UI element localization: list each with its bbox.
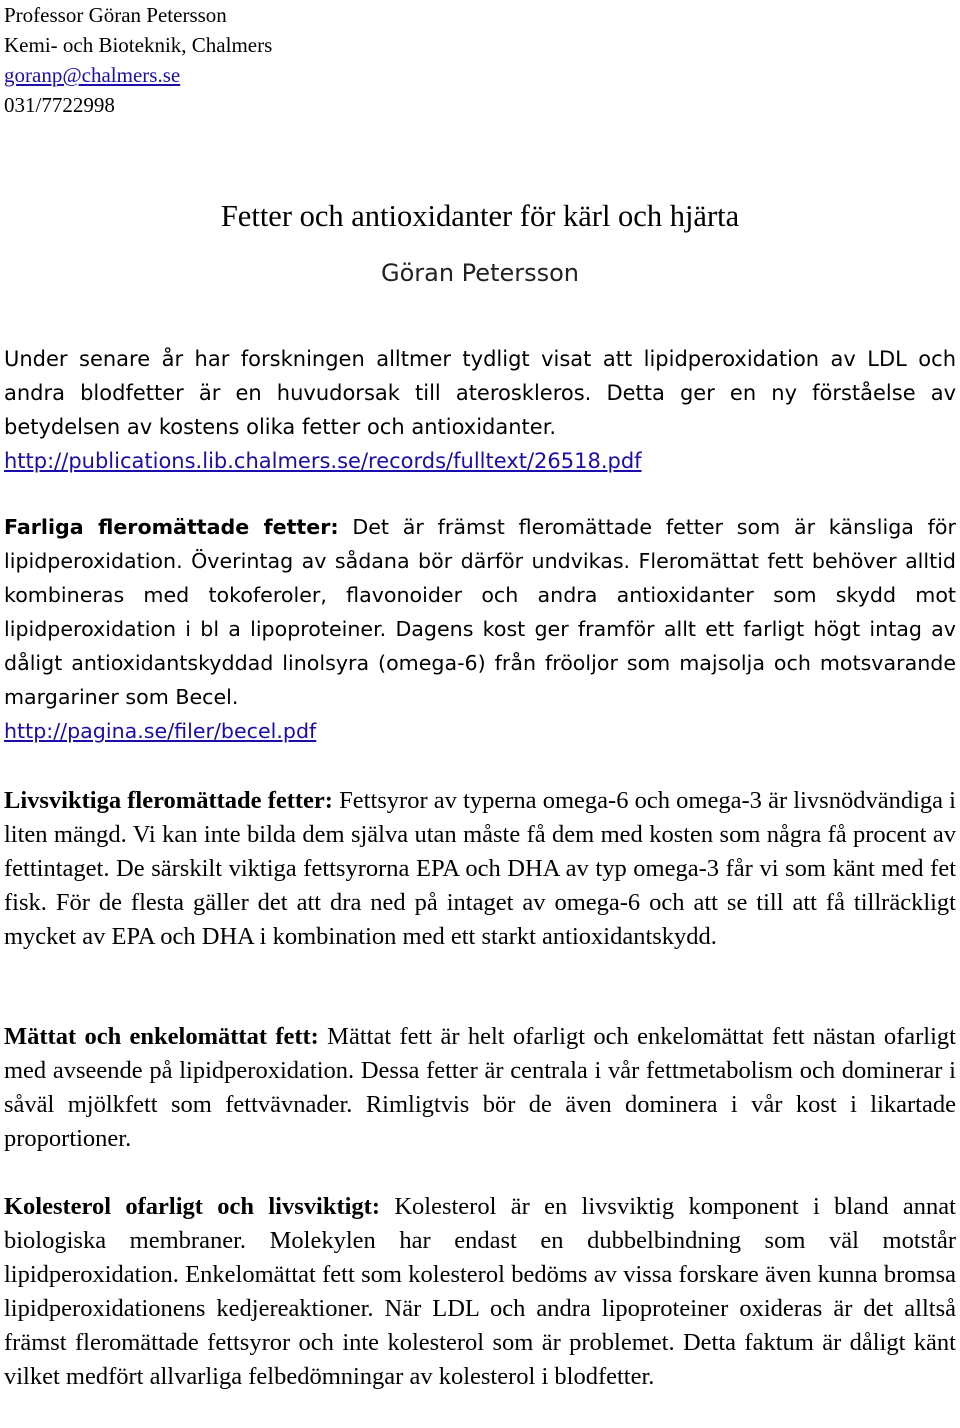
document-author: Göran Petersson <box>380 259 580 287</box>
section-heading: Livsviktiga fleromättade fetter: <box>4 787 333 814</box>
section-heading: Mättat och enkelomättat fett: <box>4 1023 319 1050</box>
header-phone: 031/7722998 <box>4 93 115 117</box>
section-heading: Farliga fleromättade fetter: <box>4 515 339 539</box>
section-text: Kolesterol är en livsviktig komponent i bland annat biologiska membraner. Molekylen har endast en dubbelbindning som väl motstår lipidperoxidation. Enkelomättat fett som kolesterol bedöms av vissa forskare även kunna bromsa lipidperoxidationens kedjereaktioner. När LDL och andra lipoproteiner oxideras är det alltså främst fleromättade fettsyror och inte kolesterol som är problemet. Detta faktum är dåligt känt vilket medfört allvarliga felbedömningar av kolesterol i blodfetter. <box>4 1193 956 1390</box>
section-essential-fats <box>4 784 956 954</box>
intro-link[interactable]: http://publications.lib.chalmers.se/records/fulltext/26518.pdf <box>4 449 642 473</box>
section-text: Fettsyror av typerna omega-6 och omega-3 är livsnödvändiga i liten mängd. Vi kan inte bilda dem själva utan måste få dem med kosten som några få procent av fettintaget. De särskilt viktiga fettsyrorna EPA och DHA av typ omega-3 får vi som känt med fet fisk. För de flesta gäller det att dra ned på intaget av omega-6 och att se till att få tillräckligt mycket av EPA och DHA i kombination med ett starkt antioxidantskydd. <box>4 787 956 950</box>
becel-link[interactable]: http://pagina.se/filer/becel.pdf <box>4 719 317 743</box>
header-department: Kemi- och Bioteknik, Chalmers <box>4 33 273 57</box>
header-email-link[interactable]: goranp@chalmers.se <box>4 63 181 87</box>
header-name: Professor Göran Petersson <box>4 3 227 27</box>
section-polyunsaturated-danger <box>4 510 956 748</box>
document-title: Fetter och antioxidanter för kärl och hjärta <box>220 199 740 233</box>
intro-paragraph <box>4 342 956 478</box>
author-header <box>4 0 956 120</box>
section-text: Det är främst fleromättade fetter som är känsliga för lipidperoxidation. Överintag av sådana bör därför undvikas. Fleromättat fett behöver alltid kombineras med tokoferoler, flavonoider och andra antioxidanter som skydd mot lipidperoxidation i bl a lipoproteiner. Dagens kost ger framför allt ett farligt högt intag av dåligt antioxidantskyddad linolsyra (omega-6) från fröoljor som majsolja och motsvarande margariner som Becel. <box>4 515 956 709</box>
intro-text: Under senare år har forskningen alltmer tydligt visat att lipidperoxidation av LDL och andra blodfetter är en huvudorsak till ateroskleros. Detta ger en ny förståelse av betydelsen av kostens olika fetter och antioxidanter. <box>4 347 956 439</box>
section-cholesterol <box>4 1190 956 1394</box>
section-heading: Kolesterol ofarligt och livsviktigt: <box>4 1193 380 1220</box>
section-text: Mättat fett är helt ofarligt och enkelomättat fett nästan ofarligt med avseende på lipidperoxidation. Dessa fetter är centrala i vår fettmetabolism och dominerar i såväl mjölkfett som fettvävnader. Rimligtvis bör de även dominera i vår kost i likartade proportioner. <box>4 1023 956 1152</box>
document-page <box>4 0 956 1390</box>
section-saturated-fats <box>4 1020 956 1156</box>
